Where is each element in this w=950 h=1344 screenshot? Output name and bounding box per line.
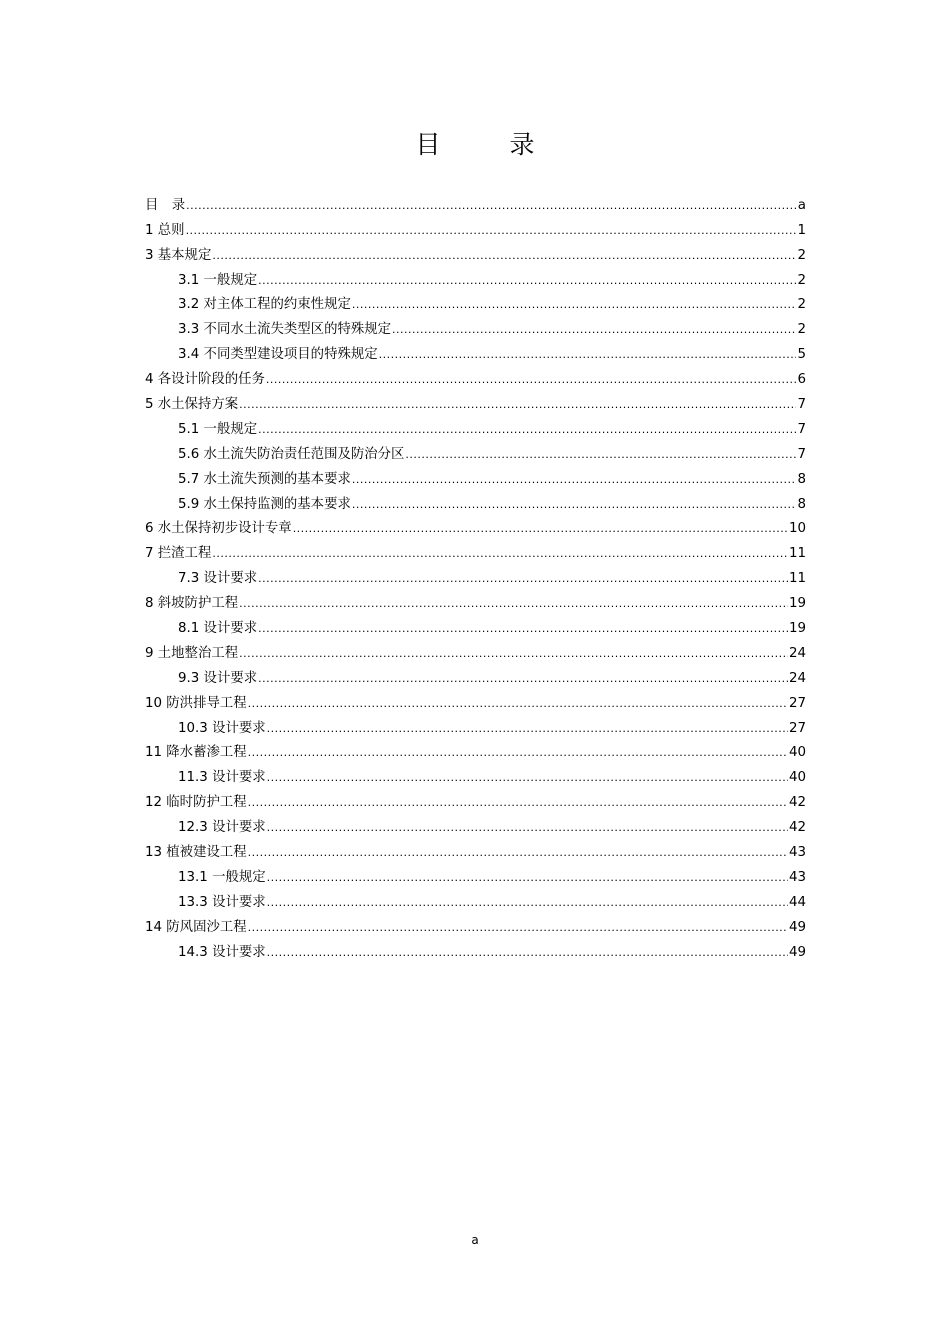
toc-entry-page: 44	[788, 894, 806, 910]
toc-dot-leader	[258, 670, 788, 688]
toc-entry-label: 1 总则	[145, 222, 185, 238]
toc-entry-page: 8	[797, 471, 806, 487]
toc-dot-leader	[186, 222, 797, 240]
toc-dot-leader	[405, 446, 796, 464]
toc-entry-page: 43	[788, 845, 806, 861]
toc-entry[interactable]	[145, 688, 806, 713]
toc-entry-page: 42	[788, 820, 806, 836]
toc-entry-page: 7	[797, 446, 806, 462]
toc-entry[interactable]	[145, 613, 806, 638]
toc-entry[interactable]	[145, 862, 806, 887]
toc-entry-label: 目 录	[145, 197, 186, 213]
toc-entry-label: 13 植被建设工程	[145, 845, 247, 861]
toc-entry-page: 19	[788, 596, 806, 612]
toc-entry-page: 2	[797, 322, 806, 338]
toc-entry[interactable]	[145, 389, 806, 414]
toc-entry-page: 8	[797, 496, 806, 512]
toc-dot-leader	[379, 346, 797, 364]
toc-entry-page: 40	[788, 770, 806, 786]
toc-entry-page: 5	[797, 347, 806, 363]
toc-entry-label: 3.3 不同水土流失类型区的特殊规定	[178, 322, 392, 338]
toc-entry-label: 9.3 设计要求	[178, 670, 258, 686]
toc-entry[interactable]	[145, 414, 806, 439]
toc-entry[interactable]	[145, 812, 806, 837]
toc-entry-label: 11.3 设计要求	[178, 770, 266, 786]
toc-dot-leader	[212, 545, 788, 563]
toc-entry[interactable]	[145, 538, 806, 563]
toc-entry-label: 3.1 一般规定	[178, 272, 258, 288]
toc-entry[interactable]	[145, 937, 806, 962]
toc-entry-label: 8 斜坡防护工程	[145, 596, 239, 612]
toc-entry-page: a	[797, 197, 806, 213]
toc-entry[interactable]	[145, 912, 806, 937]
toc-entry[interactable]	[145, 240, 806, 265]
toc-entry[interactable]	[145, 464, 806, 489]
toc-entry-label: 3.2 对主体工程的约束性规定	[178, 297, 351, 313]
toc-dot-leader	[248, 695, 788, 713]
toc-entry-page: 11	[788, 571, 806, 587]
page-title: 目 录	[415, 130, 557, 159]
toc-dot-leader	[186, 197, 797, 215]
toc-entry-label: 5.7 水土流失预测的基本要求	[178, 471, 351, 487]
toc-entry-label: 14.3 设计要求	[178, 944, 266, 960]
toc-dot-leader	[248, 794, 788, 812]
toc-dot-leader	[352, 296, 797, 314]
toc-entry[interactable]	[145, 787, 806, 812]
toc-entry-label: 5 水土保持方案	[145, 397, 239, 413]
toc-dot-leader	[248, 919, 788, 937]
toc-entry-page: 1	[797, 222, 806, 238]
toc-entry-page: 11	[788, 546, 806, 562]
toc-dot-leader	[266, 371, 797, 389]
toc-entry-label: 13.1 一般规定	[178, 869, 266, 885]
toc-entry-page: 49	[788, 944, 806, 960]
toc-dot-leader	[267, 869, 788, 887]
toc-entry[interactable]	[145, 563, 806, 588]
toc-entry-label: 5.6 水土流失防治责任范围及防治分区	[178, 446, 405, 462]
toc-entry[interactable]	[145, 290, 806, 315]
toc-entry-label: 10 防洪排导工程	[145, 695, 247, 711]
toc-entry-label: 7 拦渣工程	[145, 546, 212, 562]
toc-entry[interactable]	[145, 489, 806, 514]
toc-entry-page: 43	[788, 869, 806, 885]
toc-dot-leader	[267, 769, 788, 787]
toc-dot-leader	[267, 819, 788, 837]
toc-entry-page: 2	[797, 247, 806, 263]
toc-dot-leader	[293, 520, 788, 538]
toc-entry-label: 3.4 不同类型建设项目的特殊规定	[178, 347, 378, 363]
toc-entry[interactable]	[145, 887, 806, 912]
toc-entry-page: 10	[788, 521, 806, 537]
toc-entry-label: 13.3 设计要求	[178, 894, 266, 910]
page-number: a	[471, 1233, 479, 1247]
toc-entry-label: 12.3 设计要求	[178, 820, 266, 836]
toc-entry[interactable]	[145, 713, 806, 738]
toc-dot-leader	[248, 744, 788, 762]
toc-entry-page: 27	[788, 720, 806, 736]
toc-entry-page: 7	[797, 421, 806, 437]
toc-entry-page: 42	[788, 795, 806, 811]
toc-dot-leader	[258, 421, 796, 439]
toc-entry[interactable]	[145, 514, 806, 539]
toc-dot-leader	[267, 720, 788, 738]
toc-entry-label: 6 水土保持初步设计专章	[145, 521, 292, 537]
toc-entry-page: 24	[788, 645, 806, 661]
toc-entry-label: 8.1 设计要求	[178, 621, 258, 637]
toc-entry-page: 49	[788, 919, 806, 935]
toc-entry-label: 4 各设计阶段的任务	[145, 372, 265, 388]
toc-dot-leader	[352, 496, 797, 514]
toc-entry[interactable]	[145, 663, 806, 688]
toc-dot-leader	[258, 570, 788, 588]
toc-entry-label: 11 降水蓄渗工程	[145, 745, 247, 761]
toc-entry[interactable]	[145, 638, 806, 663]
toc-entry[interactable]	[145, 588, 806, 613]
toc-dot-leader	[258, 272, 796, 290]
toc-dot-leader	[352, 471, 797, 489]
toc-entry[interactable]	[145, 215, 806, 240]
toc-dot-leader	[239, 595, 788, 613]
toc-entry-page: 24	[788, 670, 806, 686]
toc-entry[interactable]	[145, 339, 806, 364]
table-of-contents	[145, 190, 806, 962]
toc-entry[interactable]	[145, 439, 806, 464]
toc-entry-page: 40	[788, 745, 806, 761]
toc-entry[interactable]	[145, 190, 806, 215]
toc-entry-page: 6	[797, 372, 806, 388]
toc-entry-label: 5.9 水土保持监测的基本要求	[178, 496, 351, 512]
toc-entry[interactable]	[145, 265, 806, 290]
toc-dot-leader	[258, 620, 788, 638]
toc-entry-label: 14 防风固沙工程	[145, 919, 247, 935]
toc-entry-label: 12 临时防护工程	[145, 795, 247, 811]
toc-entry-page: 27	[788, 695, 806, 711]
toc-entry-page: 7	[797, 397, 806, 413]
toc-entry[interactable]	[145, 762, 806, 787]
toc-entry-label: 5.1 一般规定	[178, 421, 258, 437]
toc-dot-leader	[248, 844, 788, 862]
toc-entry-page: 2	[797, 272, 806, 288]
toc-dot-leader	[267, 894, 788, 912]
toc-entry[interactable]	[145, 837, 806, 862]
toc-entry-label: 9 土地整治工程	[145, 645, 239, 661]
toc-dot-leader	[239, 396, 796, 414]
toc-entry-page: 2	[797, 297, 806, 313]
toc-entry[interactable]	[145, 364, 806, 389]
toc-dot-leader	[239, 645, 788, 663]
toc-dot-leader	[392, 321, 796, 339]
toc-entry-label: 7.3 设计要求	[178, 571, 258, 587]
toc-entry[interactable]	[145, 738, 806, 763]
toc-entry-label: 3 基本规定	[145, 247, 212, 263]
toc-entry[interactable]	[145, 314, 806, 339]
toc-dot-leader	[212, 247, 796, 265]
toc-entry-label: 10.3 设计要求	[178, 720, 266, 736]
toc-entry-page: 19	[788, 621, 806, 637]
toc-dot-leader	[267, 944, 788, 962]
